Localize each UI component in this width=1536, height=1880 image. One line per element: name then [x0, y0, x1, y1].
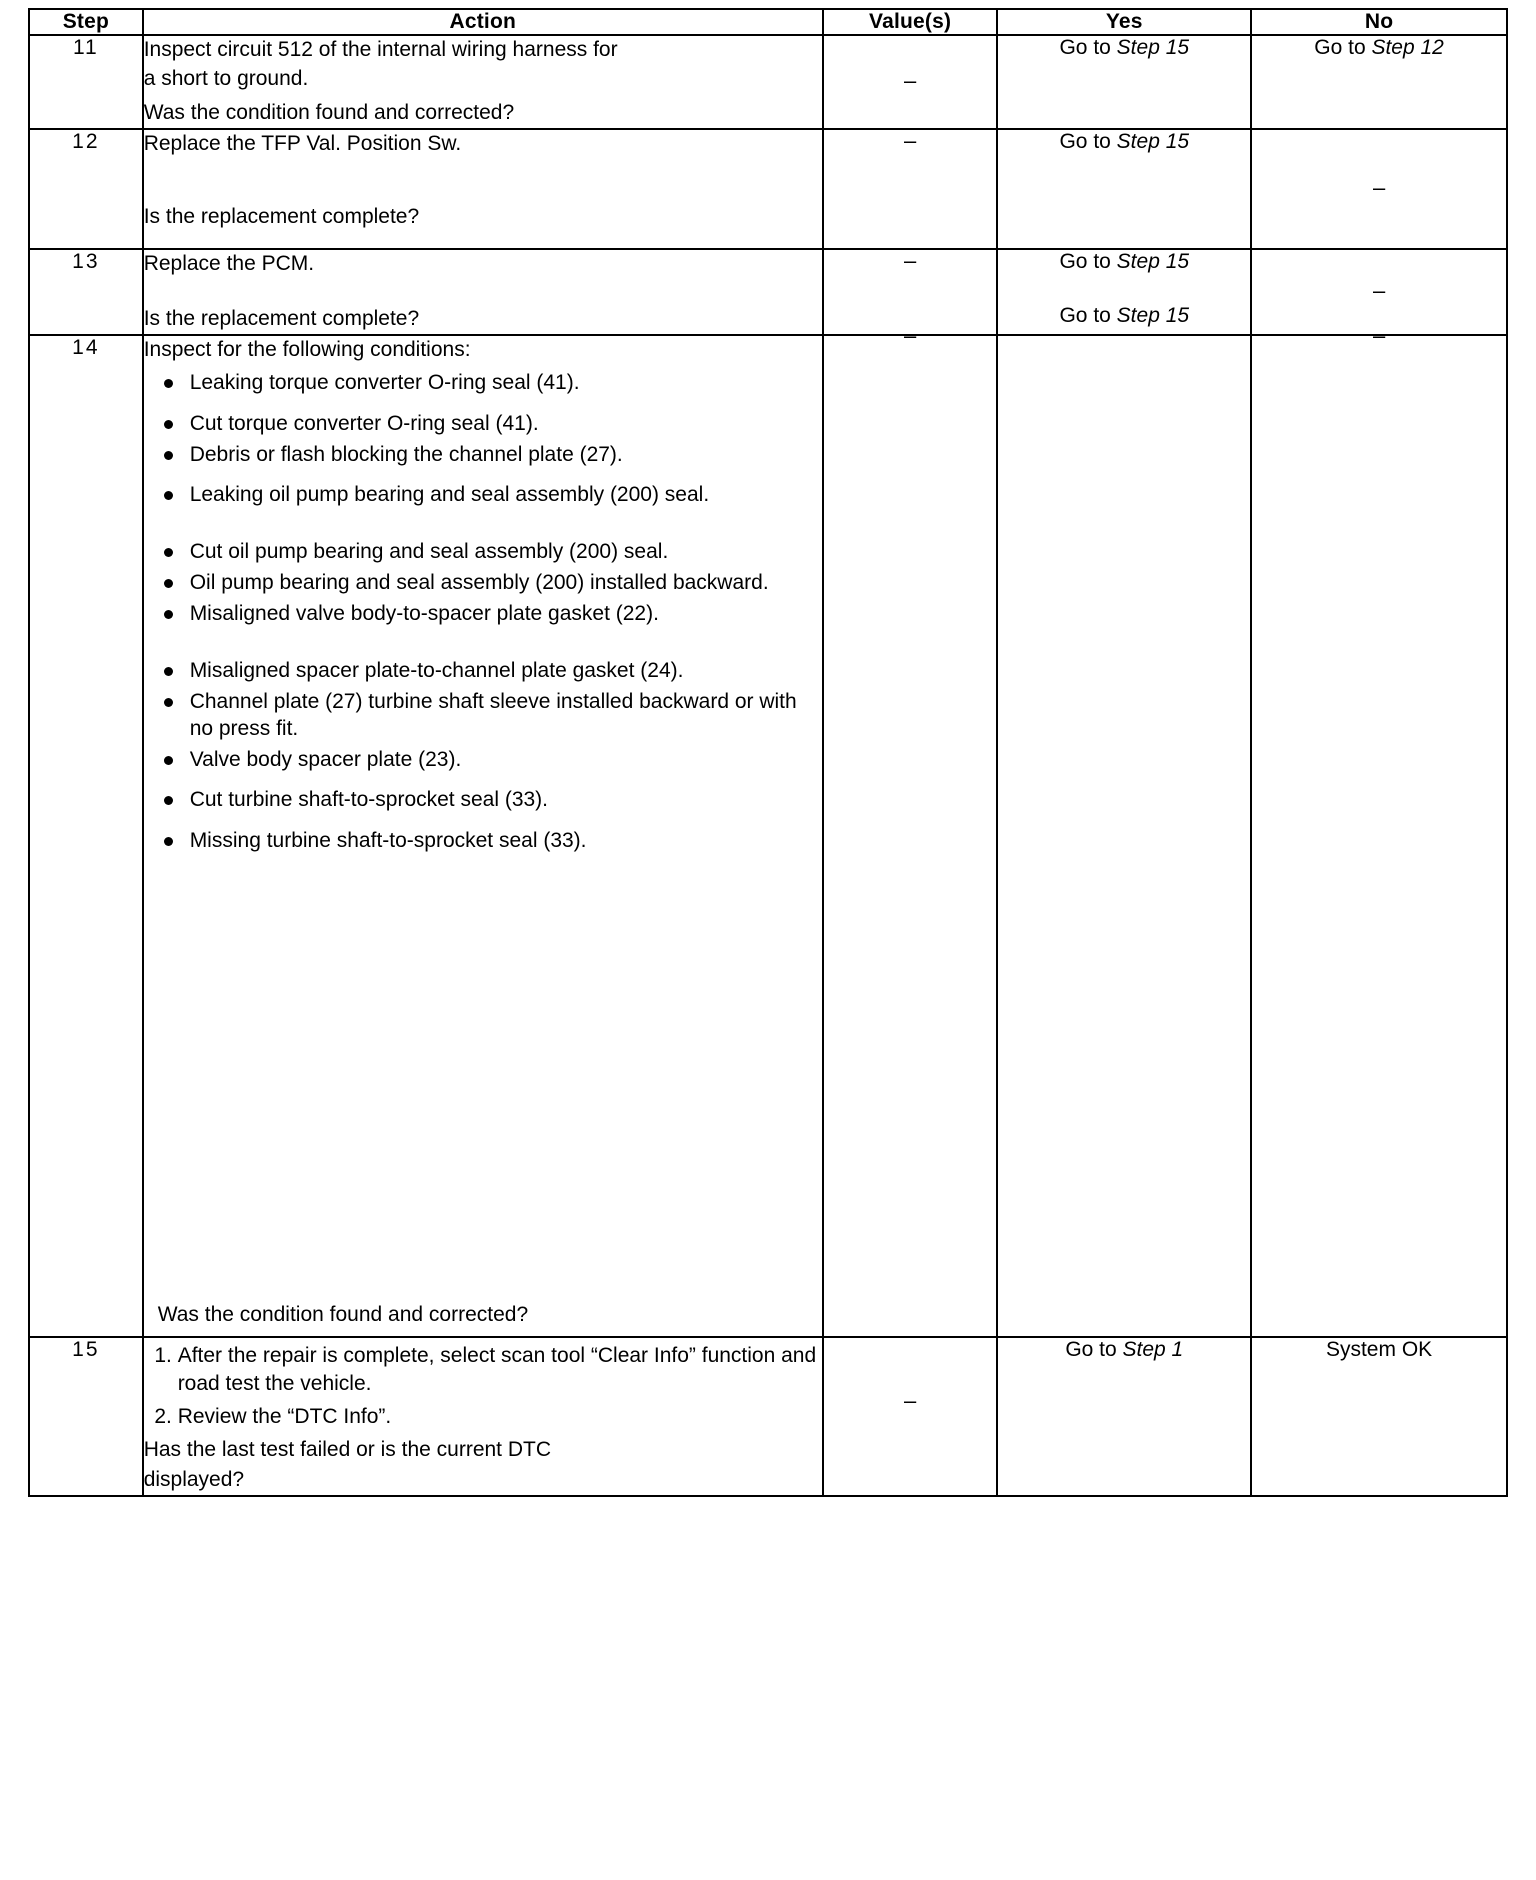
yes-prefix: Go to	[1059, 36, 1117, 59]
step-number: 15	[29, 1337, 143, 1495]
column-header-values: Value(s)	[823, 9, 998, 35]
no-prefix: Go to	[1314, 36, 1372, 59]
yes-prefix: Go to	[1059, 249, 1117, 273]
list-item: Misaligned valve body-to-spacer plate gasket (22).	[160, 601, 822, 628]
numbered-instruction-list	[144, 1342, 822, 1430]
step-number: 13	[29, 249, 143, 336]
list-item: Leaking torque converter O-ring seal (41).	[160, 370, 822, 397]
table-row	[29, 129, 1507, 249]
action-line: Replace the PCM.	[143, 251, 315, 275]
step-no	[1251, 249, 1507, 336]
value-dash: –	[903, 1388, 917, 1414]
step-yes	[997, 304, 1251, 1337]
step-no	[1251, 129, 1507, 249]
list-item: Missing turbine shaft-to-sprocket seal (33).	[160, 828, 822, 855]
step-value	[823, 323, 998, 1337]
action-line: Inspect circuit 512 of the internal wiring harness for	[143, 38, 618, 61]
column-header-no: No	[1251, 9, 1507, 35]
action-question: Is the replacement complete?	[143, 205, 420, 229]
no-dash: –	[1372, 323, 1386, 349]
step-action	[143, 1337, 823, 1495]
action-line: a short to ground.	[143, 67, 309, 91]
step-yes	[997, 1337, 1251, 1495]
yes-step-ref: Step 15	[1116, 129, 1190, 153]
step-no	[1251, 1337, 1507, 1495]
step-action	[143, 35, 823, 129]
step-number: 14	[29, 335, 143, 1337]
step-no	[1251, 323, 1507, 1337]
step-yes	[997, 129, 1251, 249]
action-question: Is the replacement complete?	[143, 307, 420, 331]
list-item: Channel plate (27) turbine shaft sleeve installed backward or with no press fit.	[160, 689, 822, 743]
step-action	[143, 129, 823, 249]
list-item: Valve body spacer plate (23).	[160, 747, 822, 774]
list-item: Leaking oil pump bearing and seal assembly (200) seal.	[160, 482, 822, 509]
value-dash: –	[903, 127, 917, 153]
action-intro: Inspect for the following conditions:	[143, 338, 471, 362]
action-question: Was the condition found and corrected?	[143, 100, 515, 124]
step-action	[143, 249, 823, 336]
list-item: 2. Review the “DTC Info”.	[178, 1403, 822, 1430]
list-item: Misaligned spacer plate-to-channel plate gasket (24).	[160, 658, 822, 685]
list-item: Oil pump bearing and seal assembly (200) installed backward.	[160, 570, 822, 597]
yes-answer	[998, 304, 1250, 328]
step-value	[823, 249, 998, 336]
yes-prefix: Go to	[1059, 304, 1117, 328]
table-row	[29, 35, 1507, 129]
value-dash: –	[903, 68, 917, 93]
step-value	[823, 129, 998, 249]
action-question: Was the condition found and corrected?	[157, 1303, 529, 1327]
action-question-line: displayed?	[143, 1467, 245, 1491]
table-row	[29, 249, 1507, 336]
yes-step-ref: Step 1	[1122, 1338, 1184, 1362]
table-row	[29, 335, 1507, 1337]
step-yes	[997, 35, 1251, 129]
column-header-yes: Yes	[997, 9, 1251, 35]
table-header-row	[29, 9, 1507, 35]
list-item: Cut oil pump bearing and seal assembly (200) seal.	[160, 539, 822, 566]
step-no	[1251, 35, 1507, 129]
step-number: 12	[29, 129, 143, 249]
yes-step-ref: Step 15	[1116, 36, 1190, 59]
step-number: 11	[29, 35, 143, 129]
step-value	[823, 35, 998, 129]
no-dash: –	[1372, 278, 1386, 304]
step-value	[823, 1337, 998, 1495]
column-header-step: Step	[29, 9, 143, 35]
yes-prefix: Go to	[1065, 1338, 1123, 1362]
list-item: Debris or flash blocking the channel plate (27).	[160, 442, 822, 469]
yes-step-ref: Step 15	[1116, 304, 1190, 328]
list-item: 1. After the repair is complete, select scan tool “Clear Info” function and road test the vehicle.	[178, 1342, 822, 1397]
no-step-ref: Step 12	[1371, 36, 1444, 59]
value-dash: –	[903, 323, 917, 349]
list-item: Cut torque converter O-ring seal (41).	[160, 411, 822, 438]
column-header-action: Action	[143, 9, 823, 35]
condition-list	[144, 370, 822, 855]
yes-step-ref: Step 15	[1116, 249, 1190, 273]
diagnostic-table	[28, 8, 1508, 1497]
yes-prefix: Go to	[1059, 129, 1117, 153]
no-dash: –	[1372, 174, 1386, 200]
action-line: Replace the TFP Val. Position Sw.	[143, 131, 462, 155]
list-item: Cut turbine shaft-to-sprocket seal (33).	[160, 787, 822, 814]
value-dash: –	[903, 247, 917, 273]
action-question-line: Has the last test failed or is the current DTC	[143, 1438, 552, 1462]
step-action	[143, 335, 823, 1337]
no-answer: System OK	[1325, 1338, 1433, 1362]
table-row	[29, 1337, 1507, 1495]
